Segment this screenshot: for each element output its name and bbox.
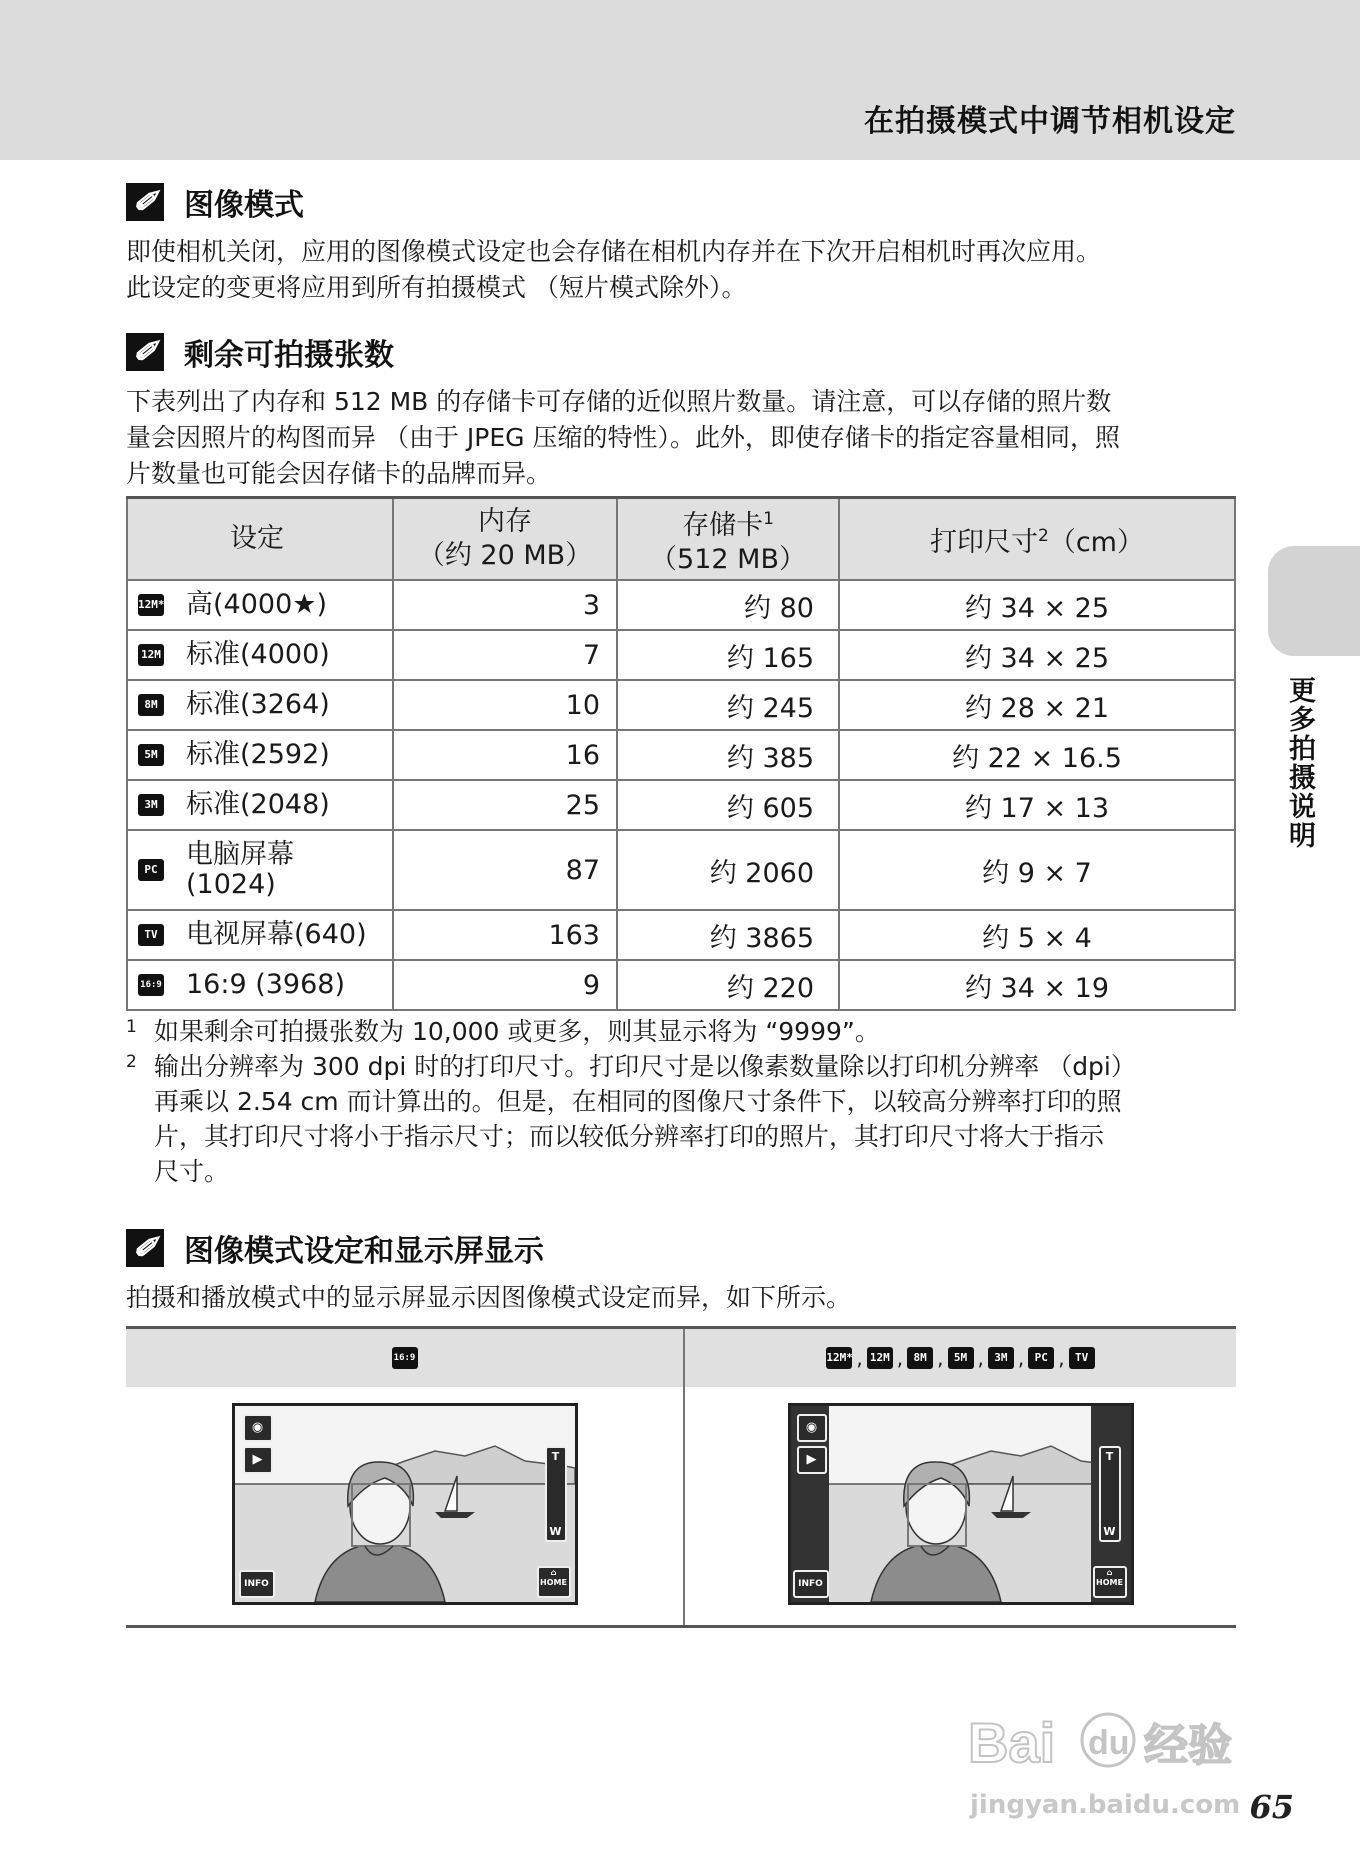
display-header-row — [126, 1328, 1236, 1388]
table-header-row — [127, 498, 1235, 581]
header-line — [634, 502, 822, 543]
image-mode-16-9-icon: 16:9 — [138, 974, 164, 996]
setting-label: 电视屏幕(640) — [186, 919, 367, 950]
table-row — [127, 910, 1235, 960]
setting-label — [186, 840, 294, 900]
table-row — [127, 630, 1235, 680]
print-size: 约 22 × 16.5 — [839, 730, 1235, 780]
table-row — [127, 730, 1235, 780]
section-remaining-shots — [126, 330, 1236, 492]
display-header-16-9 — [126, 1328, 684, 1388]
card-count: 约 165 — [617, 630, 839, 680]
footnote-ref: 2 — [1038, 525, 1049, 546]
setting-label: 16:9 (3968) — [186, 969, 345, 1000]
image-mode-12m-star-icon: 12M* — [826, 1347, 852, 1369]
setting-label: 高(4000★) — [186, 589, 327, 620]
setting-line: (1024) — [186, 869, 276, 900]
memory-count: 163 — [393, 910, 617, 960]
svg-text:Bai: Bai — [968, 1711, 1056, 1774]
playback-icon[interactable]: ▶ — [797, 1446, 827, 1474]
side-tab-label: 更多拍摄说明 — [1284, 676, 1315, 850]
image-mode-3m-icon: 3M — [138, 794, 164, 816]
card-count: 约 245 — [617, 680, 839, 730]
header-line: （512 MB） — [650, 543, 806, 575]
header-line: 内存 — [478, 506, 532, 537]
print-size: 约 34 × 25 — [839, 630, 1235, 680]
image-mode-tv-icon: TV — [1069, 1347, 1095, 1369]
image-mode-pc-icon: PC — [1028, 1347, 1054, 1369]
col-header-memory — [393, 498, 617, 581]
footnotes — [126, 1014, 1236, 1189]
image-mode-16-9-icon: 16:9 — [392, 1347, 418, 1369]
body-line: 拍摄和播放模式中的显示屏显示因图像模式设定而异，如下所示。 — [126, 1283, 852, 1312]
memory-count: 3 — [393, 580, 617, 630]
separator: , — [937, 1346, 944, 1370]
shooting-mode-camera-icon[interactable]: ◉ — [243, 1414, 273, 1442]
col-header-setting: 设定 — [127, 498, 393, 581]
home-button[interactable]: ⌂ HOME — [1093, 1566, 1127, 1598]
col-header-print-size — [839, 498, 1235, 581]
footnote — [126, 1014, 1236, 1049]
image-mode-pc-icon: PC — [138, 859, 164, 881]
display-example-row — [126, 1387, 1236, 1627]
body-line: 下表列出了内存和 512 MB 的存储卡可存储的近似照片数量。请注意，可以存储的照片数 — [126, 387, 1112, 416]
print-size: 约 9 × 7 — [839, 830, 1235, 910]
memory-count: 87 — [393, 830, 617, 910]
display-example-other-modes — [684, 1387, 1236, 1627]
separator: , — [1017, 1346, 1025, 1370]
footnote — [126, 1049, 1236, 1189]
card-count: 约 2060 — [617, 830, 839, 910]
print-size: 约 34 × 25 — [839, 580, 1235, 630]
playback-icon[interactable]: ▶ — [243, 1446, 273, 1474]
body-line: 即使相机关闭，应用的图像模式设定也会存储在相机内存并在下次开启相机时再次应用。 — [126, 237, 1102, 266]
image-mode-12m-icon: 12M — [867, 1347, 893, 1369]
zoom-tele-label: T — [551, 1450, 560, 1463]
memory-count: 10 — [393, 680, 617, 730]
home-button[interactable]: ⌂ HOME — [537, 1566, 571, 1598]
page-header-title: 在拍摄模式中调节相机设定 — [864, 104, 1236, 139]
baidu-jingyan-watermark-logo — [968, 1700, 1268, 1780]
header-text: 存储卡 — [682, 509, 764, 541]
print-size: 约 28 × 21 — [839, 680, 1235, 730]
print-size: 约 5 × 4 — [839, 910, 1235, 960]
image-mode-8m-icon: 8M — [907, 1347, 933, 1369]
watermark-url: jingyan.baidu.com — [970, 1790, 1241, 1820]
note-icon: ✐ — [126, 333, 164, 371]
card-count: 约 80 — [617, 580, 839, 630]
memory-count: 16 — [393, 730, 617, 780]
display-comparison-table — [126, 1326, 1236, 1628]
card-count: 约 385 — [617, 730, 839, 780]
mode-icon-list — [826, 1346, 1094, 1370]
card-count: 约 220 — [617, 960, 839, 1010]
card-count: 约 3865 — [617, 910, 839, 960]
body-line: 片数量也可能会因存储卡的品牌而异。 — [126, 459, 552, 488]
separator: , — [896, 1346, 904, 1370]
note-icon: ✐ — [126, 1229, 164, 1267]
table-row — [127, 780, 1235, 830]
page-number: 65 — [1249, 1788, 1294, 1826]
section-title: 图像模式 — [184, 188, 304, 223]
section-body — [126, 1280, 1236, 1316]
home-label: HOME — [540, 1578, 567, 1587]
image-mode-8m-icon: 8M — [138, 694, 164, 716]
memory-count: 7 — [393, 630, 617, 680]
home-label: HOME — [1096, 1578, 1123, 1587]
image-mode-12m-star-icon: 12M* — [138, 594, 164, 616]
footnote-line: 输出分辨率为 300 dpi 时的打印尺寸。打印尺寸是以像素数量除以打印机分辨率 （dpi） — [154, 1052, 1136, 1081]
camera-screen-4-3 — [788, 1403, 1134, 1605]
header-text: 打印尺寸 — [930, 526, 1038, 558]
display-example-16-9 — [126, 1387, 684, 1627]
shooting-mode-camera-icon[interactable]: ◉ — [797, 1414, 827, 1442]
note-icon: ✐ — [126, 183, 164, 221]
separator: , — [977, 1346, 984, 1370]
image-mode-3m-icon: 3M — [988, 1347, 1014, 1369]
zoom-wide-label: W — [1103, 1525, 1116, 1538]
header-text: （cm） — [1048, 526, 1144, 558]
portrait-scene-illustration — [235, 1406, 575, 1602]
memory-count: 25 — [393, 780, 617, 830]
col-header-card — [617, 498, 839, 581]
table-row — [127, 680, 1235, 730]
footnote-ref: 1 — [763, 508, 774, 529]
info-button[interactable]: INFO — [239, 1570, 275, 1598]
section-image-mode — [126, 180, 1236, 306]
zoom-control[interactable] — [545, 1446, 567, 1542]
setting-label: 标准(3264) — [186, 689, 330, 720]
side-tab[interactable] — [1268, 546, 1360, 656]
setting-line: 电脑屏幕 — [186, 839, 294, 870]
image-mode-5m-icon: 5M — [138, 744, 164, 766]
footnote-mark: 1 — [126, 1017, 137, 1037]
section-body — [126, 384, 1236, 492]
separator: , — [1058, 1346, 1065, 1370]
section-body — [126, 234, 1236, 306]
body-line: 量会因照片的构图而异 （由于 JPEG 压缩的特性）。此外，即使存储卡的指定容量相同，照 — [126, 423, 1120, 452]
setting-label: 标准(2048) — [186, 789, 330, 820]
print-size: 约 17 × 13 — [839, 780, 1235, 830]
camera-screen-16-9 — [232, 1403, 578, 1605]
memory-count: 9 — [393, 960, 617, 1010]
separator: , — [856, 1346, 863, 1370]
footnote-line: 如果剩余可拍摄张数为 10,000 或更多，则其显示将为 “9999”。 — [154, 1017, 880, 1046]
footnote-line: 尺寸。 — [154, 1157, 230, 1186]
body-line: 此设定的变更将应用到所有拍摄模式 （短片模式除外）。 — [126, 273, 747, 302]
svg-text:du: du — [1088, 1724, 1130, 1762]
image-mode-5m-icon: 5M — [948, 1347, 974, 1369]
header-line: （约 20 MB） — [417, 540, 593, 571]
info-button[interactable]: INFO — [793, 1570, 829, 1598]
setting-label: 标准(2592) — [186, 739, 330, 770]
table-row — [127, 830, 1235, 910]
image-mode-tv-icon: TV — [138, 924, 164, 946]
footnote-line: 片，其打印尺寸将小于指示尺寸；而以较低分辨率打印的照片，其打印尺寸将大于指示 — [154, 1122, 1105, 1151]
setting-label: 标准(4000) — [186, 639, 330, 670]
display-header-other-modes — [684, 1328, 1236, 1388]
footnote-line: 再乘以 2.54 cm 而计算出的。但是，在相同的图像尺寸条件下，以较高分辨率打印的照 — [154, 1087, 1122, 1116]
card-count: 约 605 — [617, 780, 839, 830]
section-display — [126, 1226, 1236, 1316]
zoom-wide-label: W — [549, 1525, 562, 1538]
section-title: 图像模式设定和显示屏显示 — [184, 1234, 544, 1269]
table-row — [127, 580, 1235, 630]
zoom-tele-label: T — [1105, 1450, 1114, 1463]
image-mode-12m-icon: 12M — [138, 644, 164, 666]
zoom-control[interactable] — [1099, 1446, 1121, 1542]
svg-text:经验: 经验 — [1144, 1720, 1232, 1771]
portrait-scene-illustration — [791, 1406, 1131, 1602]
remaining-shots-table — [126, 496, 1236, 1011]
footnote-mark: 2 — [126, 1052, 137, 1072]
print-size: 约 34 × 19 — [839, 960, 1235, 1010]
section-title: 剩余可拍摄张数 — [184, 338, 394, 373]
table-row — [127, 960, 1235, 1010]
